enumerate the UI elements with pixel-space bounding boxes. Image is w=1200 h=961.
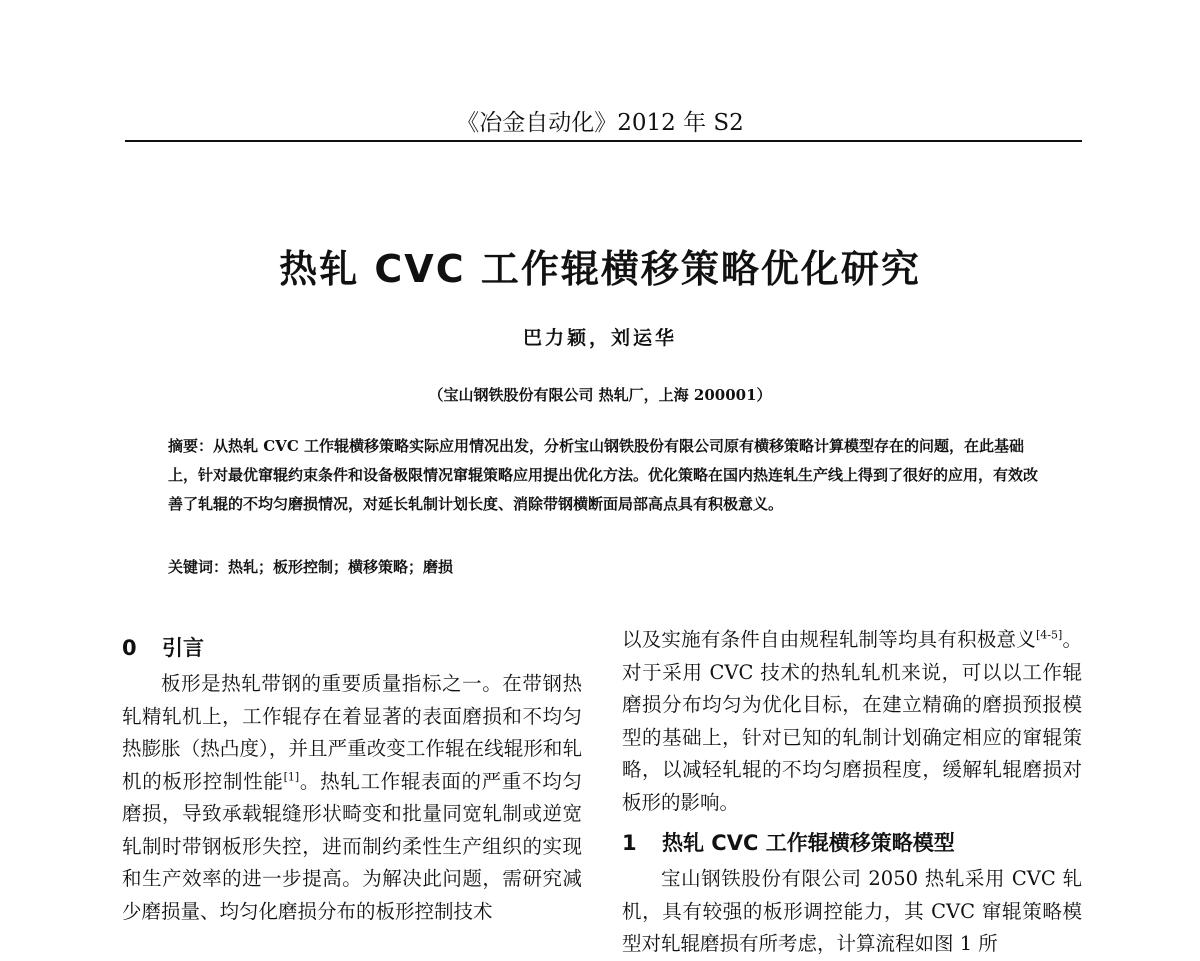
left-column — [122, 628, 582, 928]
continued-text-2: 。对于采用 CVC 技术的热轧轧机来说，可以以工作辊磨损分布均匀为优化目标，在建立精确的磨损预报模型的基础上，针对已知的轧制计划确定相应的窜辊策略，以减轻轧辊的不均匀磨损程度，缓解轧辊磨损对板形的影响。 — [622, 628, 1082, 814]
header-rule — [125, 140, 1082, 142]
section-0-text-2: 。热轧工作辊表面的严重不均匀磨损，导致承载辊缝形状畸变和批量同宽轧制或逆宽轧制时带钢板形失控，进而制约柔性生产组织的实现和生产效率的进一步提高。为解决此问题，需研究减少磨损量、均匀化磨损分布的板形控制技术 — [122, 769, 582, 923]
section-1-title: 热轧 CVC 工作辊横移策略模型 — [662, 831, 955, 855]
section-0-number: 0 — [122, 636, 137, 660]
section-1-paragraph: 宝山钢铁股份有限公司 2050 热轧采用 CVC 轧机，具有较强的板形调控能力，其 CVC 窜辊策略模型对轧辊磨损有所考虑，计算流程如图 1 所 — [622, 867, 1082, 955]
continued-paragraph — [622, 624, 1082, 819]
section-0-text-1: 板形是热轧带钢的重要质量指标之一。在带钢热轧精轧机上，工作辊存在着显著的表面磨损和不均匀热膨胀（热凸度），并且严重改变工作辊在线辊形和轧机的板形控制性能 — [122, 672, 582, 793]
keywords-label: 关键词： — [168, 558, 229, 576]
keywords-text: 热轧；板形控制；横移策略；磨损 — [228, 558, 454, 576]
abstract-label: 摘要： — [168, 437, 214, 455]
keywords — [168, 556, 1038, 577]
right-column — [622, 624, 1082, 961]
paper-title: 热轧 CVC 工作辊横移策略优化研究 — [279, 247, 921, 291]
citation-1: [1] — [283, 770, 300, 783]
abstract — [168, 432, 1038, 519]
journal-header: 《冶金自动化》2012 年 S2 — [456, 110, 744, 136]
section-0-paragraph — [122, 668, 582, 928]
section-0-heading — [122, 628, 582, 668]
section-1-number: 1 — [622, 831, 637, 855]
section-1-heading — [622, 823, 1082, 863]
abstract-text: 从热轧 CVC 工作辊横移策略实际应用情况出发，分析宝山钢铁股份有限公司原有横移策略计算模型存在的问题，在此基础上，针对最优窜辊约束条件和设备极限情况窜辊策略应用提出优化方法。优化策略在国内热连轧生产线上得到了很好的应用，有效改善了轧辊的不均匀磨损情况，对延长轧制计划长度、消除带钢横断面局部高点具有积极意义。 — [168, 437, 1039, 513]
section-0-title: 引言 — [162, 636, 204, 660]
continued-text-1: 以及实施有条件自由规程轧制等均具有积极意义 — [622, 628, 1036, 651]
citation-4-5: [4-5] — [1035, 628, 1063, 642]
authors: 巴力颖，刘运华 — [522, 327, 677, 349]
affiliation: （宝山钢铁股份有限公司 热轧厂，上海 200001） — [428, 386, 772, 404]
